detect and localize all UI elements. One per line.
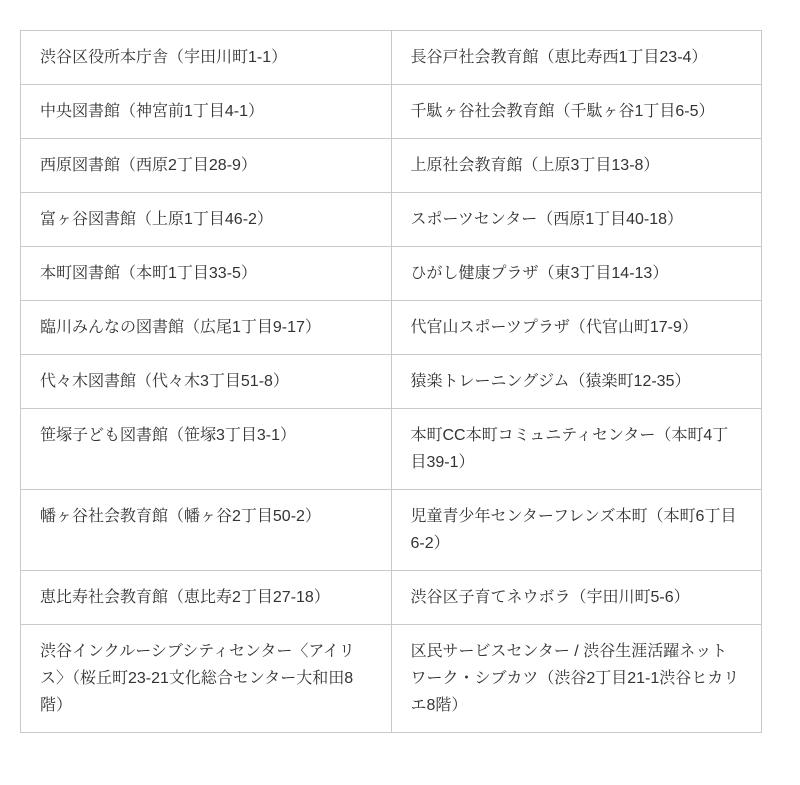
facility-cell: スポーツセンター（西原1丁目40-18） [391,193,762,247]
facility-cell: 代官山スポーツプラザ（代官山町17-9） [391,301,762,355]
facility-cell: 臨川みんなの図書館（広尾1丁目9-17） [21,301,392,355]
table-row [21,625,762,733]
facility-cell: 本町図書館（本町1丁目33-5） [21,247,392,301]
facility-cell: 渋谷区役所本庁舎（宇田川町1-1） [21,31,392,85]
facilities-table-body [21,31,762,733]
facility-cell: 上原社会教育館（上原3丁目13-8） [391,139,762,193]
facility-cell: 代々木図書館（代々木3丁目51-8） [21,355,392,409]
facilities-table [20,30,762,733]
facility-cell: 恵比寿社会教育館（恵比寿2丁目27-18） [21,571,392,625]
facility-cell: 渋谷区子育てネウボラ（宇田川町5-6） [391,571,762,625]
table-row [21,247,762,301]
facility-cell: 笹塚子ども図書館（笹塚3丁目3-1） [21,409,392,490]
facility-cell: 西原図書館（西原2丁目28-9） [21,139,392,193]
table-row [21,301,762,355]
facility-cell: 千駄ヶ谷社会教育館（千駄ヶ谷1丁目6-5） [391,85,762,139]
table-row [21,85,762,139]
facility-cell: 渋谷インクルーシブシティセンター〈アイリス〉（桜丘町23-21文化総合センター大和田8階） [21,625,392,733]
facility-cell: 児童青少年センターフレンズ本町（本町6丁目6-2） [391,490,762,571]
facility-cell: 区民サービスセンター / 渋谷生涯活躍ネットワーク・シブカツ（渋谷2丁目21-1渋谷ヒカリエ8階） [391,625,762,733]
table-row [21,409,762,490]
table-row [21,490,762,571]
table-row [21,193,762,247]
facility-cell: ひがし健康プラザ（東3丁目14-13） [391,247,762,301]
table-row [21,355,762,409]
table-row [21,31,762,85]
table-row [21,139,762,193]
facility-cell: 中央図書館（神宮前1丁目4-1） [21,85,392,139]
facility-cell: 幡ヶ谷社会教育館（幡ヶ谷2丁目50-2） [21,490,392,571]
facility-cell: 猿楽トレーニングジム（猿楽町12-35） [391,355,762,409]
table-row [21,571,762,625]
facility-cell: 富ヶ谷図書館（上原1丁目46-2） [21,193,392,247]
facility-cell: 長谷戸社会教育館（恵比寿西1丁目23-4） [391,31,762,85]
facility-cell: 本町CC本町コミュニティセンター（本町4丁目39-1） [391,409,762,490]
